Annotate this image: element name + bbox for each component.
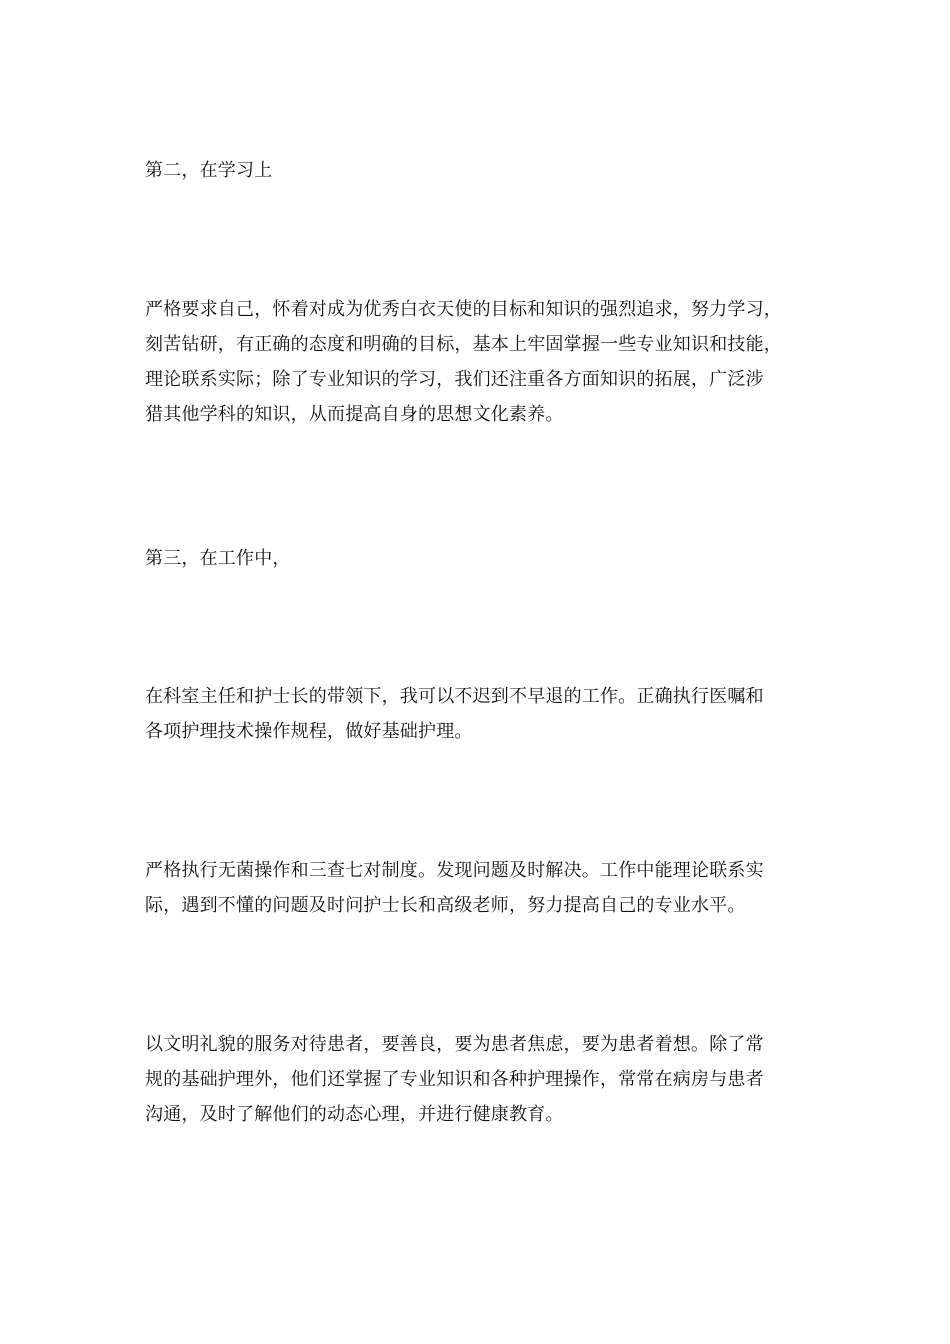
paragraph-line: 在科室主任和护士长的带领下，我可以不迟到不早退的工作。正确执行医嘱和	[145, 686, 764, 707]
section-heading-work: 第三，在工作中，	[145, 548, 291, 569]
paragraph-line: 沟通，及时了解他们的动态心理，并进行健康教育。	[145, 1104, 564, 1125]
paragraph-line: 猎其他学科的知识，从而提高自身的思想文化素养。	[145, 404, 564, 425]
paragraph-line: 规的基础护理外，他们还掌握了专业知识和各种护理操作，常常在病房与患者	[145, 1069, 764, 1090]
paragraph-line: 际，遇到不懂的问题及时问护士长和高级老师，努力提高自己的专业水平。	[145, 895, 746, 916]
paragraph-line: 严格执行无菌操作和三查七对制度。发现问题及时解决。工作中能理论联系实	[145, 860, 764, 881]
paragraph-line: 严格要求自己，怀着对成为优秀白衣天使的目标和知识的强烈追求，努力学习，	[145, 299, 782, 320]
section-heading-study: 第二，在学习上	[145, 160, 273, 181]
paragraph-line: 各项护理技术操作规程，做好基础护理。	[145, 721, 473, 742]
paragraph-line: 理论联系实际；除了专业知识的学习，我们还注重各方面知识的拓展，广泛涉	[145, 369, 764, 390]
paragraph-line: 刻苦钻研，有正确的态度和明确的目标，基本上牢固掌握一些专业知识和技能，	[145, 334, 782, 355]
paragraph-line: 以文明礼貌的服务对待患者，要善良，要为患者焦虑，要为患者着想。除了常	[145, 1034, 764, 1055]
